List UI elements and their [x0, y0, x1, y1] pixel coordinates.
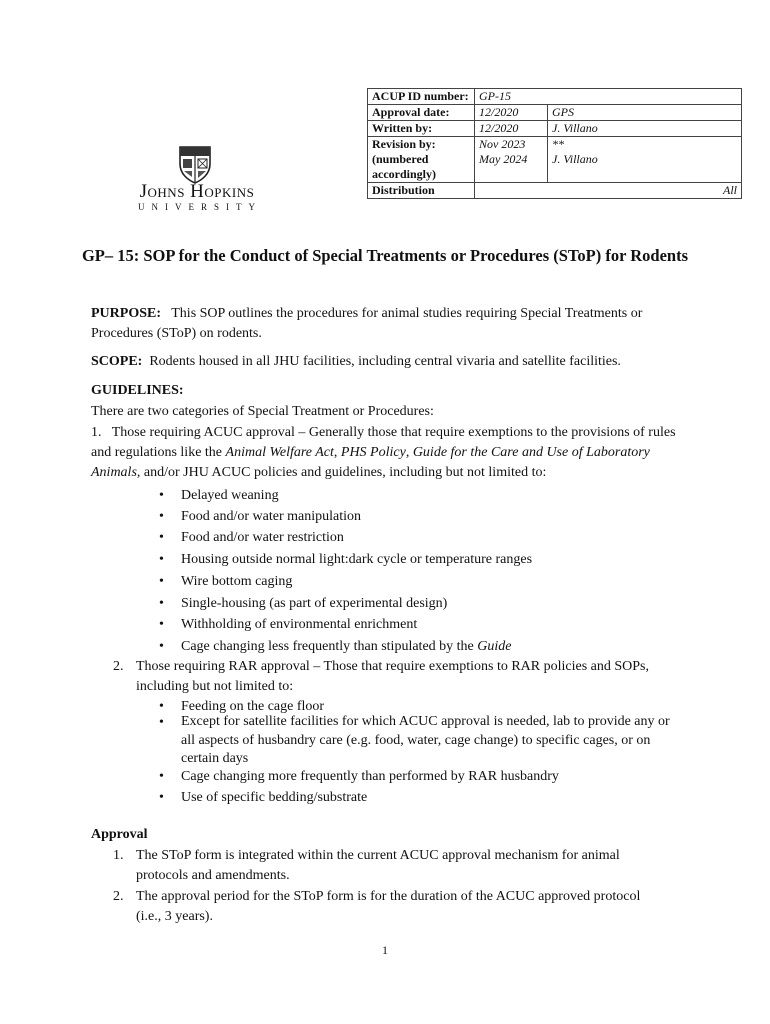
purpose-paragraph: [91, 304, 691, 344]
meta-row-written-by: [368, 121, 742, 137]
revision-by-who: ** J. Villano: [548, 137, 742, 183]
approval-item-text: The approval period for the SToP form is for the duration of the ACUC approved protocol (i.e., 3 years).: [136, 889, 641, 924]
written-by-label: Written by:: [368, 121, 475, 137]
scope-label: SCOPE:: [91, 354, 143, 369]
acup-id-label: ACUP ID number:: [368, 89, 475, 105]
document-meta-table: [367, 88, 742, 199]
bullet-text: Single-housing (as part of experimental design): [181, 596, 448, 611]
purpose-text: This SOP outlines the procedures for animal studies requiring Special Treatments or Procedures (SToP) on rodents.: [91, 306, 643, 341]
bullet-text: Wire bottom caging: [181, 574, 293, 589]
approval-item-text: The SToP form is integrated within the current ACUC approval mechanism for animal protocols and amendments.: [136, 848, 620, 883]
bullet-text-pre: Cage changing less frequently than stipulated by the: [181, 639, 478, 654]
approval-item-number: 2.: [113, 889, 124, 904]
bullet-text: Cage changing more frequently than performed by RAR husbandry: [181, 769, 559, 784]
guidelines-intro: There are two categories of Special Treatment or Procedures:: [91, 404, 434, 419]
item2-text: Those requiring RAR approval – Those that require exemptions to RAR policies and SOPs, including but not limited to:: [136, 659, 650, 694]
item1-sep2: ,: [405, 445, 413, 460]
item1-text-post: , and/or JHU ACUC policies and guidelines, including but not limited to:: [136, 465, 547, 480]
meta-row-revision-by: [368, 137, 742, 183]
meta-row-distribution: [368, 183, 742, 199]
bullet-text: Food and/or water manipulation: [181, 509, 362, 524]
item1-number: 1.: [91, 425, 102, 440]
guidelines-heading: GUIDELINES:: [91, 383, 184, 398]
bullet-text: [181, 637, 681, 657]
item1-phs: PHS Policy: [340, 445, 406, 460]
bullet-text: Feeding on the cage floor: [181, 699, 325, 714]
bullet-text: Housing outside normal light:dark cycle or temperature ranges: [181, 552, 533, 567]
bullet-text: Food and/or water restriction: [181, 530, 344, 545]
acup-id-value: GP-15: [475, 89, 742, 105]
meta-row-acup-id: [368, 89, 742, 105]
item1-sep1: ,: [333, 445, 341, 460]
distribution-value: All: [475, 183, 742, 199]
document-title: GP– 15: SOP for the Conduct of Special Treatments or Procedures (SToP) for Rodents: [81, 246, 689, 265]
bullet-text: Withholding of environmental enrichment: [181, 617, 418, 632]
written-by-who: J. Villano: [548, 121, 742, 137]
approval-item-number: 1.: [113, 848, 124, 863]
shield-icon: [177, 144, 213, 184]
logo-university-sub: UNIVERSITY: [138, 202, 262, 212]
approval-date-label: Approval date:: [368, 105, 475, 121]
bullet-text: Delayed weaning: [181, 488, 279, 503]
approval-heading: Approval: [91, 827, 148, 842]
meta-row-approval-date: [368, 105, 742, 121]
item1-awa: Animal Welfare Act: [225, 445, 334, 460]
jhu-logo: [122, 140, 272, 220]
approval-date-who: GPS: [548, 105, 742, 121]
bullet-text-guide: Guide: [477, 639, 512, 654]
page-number: 1: [382, 943, 388, 957]
approval-date-value: 12/2020: [475, 105, 548, 121]
scope-paragraph: [91, 352, 691, 372]
scope-text: Rodents housed in all JHU facilities, including central vivaria and satellite facilities.: [149, 354, 621, 369]
written-by-date: 12/2020: [475, 121, 548, 137]
guideline-item-1: [91, 423, 686, 483]
bullet-text: Except for satellite facilities for which ACUC approval is needed, lab to provide any or all aspects of husbandry care (e.g. food, water, cage change) to specific cages, or on certain days: [181, 714, 670, 766]
revision-by-dates: Nov 2023 May 2024: [475, 137, 548, 183]
logo-university-name: Johns Hopkins: [139, 181, 255, 202]
purpose-label: PURPOSE:: [91, 306, 161, 321]
item2-number: 2.: [113, 659, 124, 674]
item1-guide: Guide for the Care and Use of Laboratory Animals: [91, 445, 650, 480]
item1-text-pre: Those requiring ACUC approval – Generally those that require exemptions to the provisions of rules and regulations like the: [91, 425, 676, 460]
bullet-text: Use of specific bedding/substrate: [181, 790, 368, 805]
distribution-label: Distribution: [368, 183, 475, 199]
revision-by-label: Revision by: (numbered accordingly): [368, 137, 475, 183]
